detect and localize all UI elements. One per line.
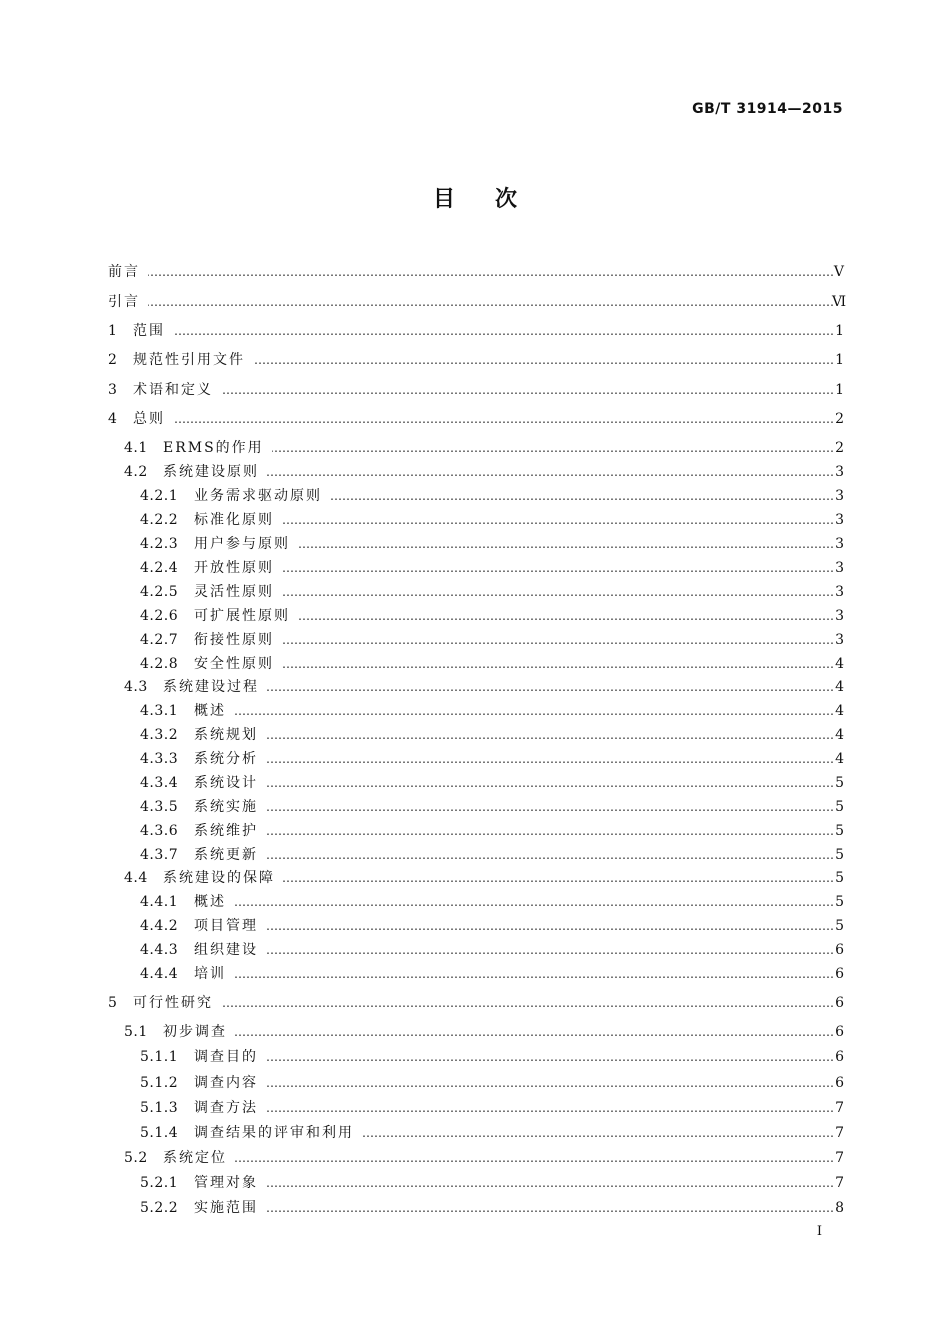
toc-entry-number: 4.2	[124, 464, 148, 480]
toc-entry-number: 4.2.3	[140, 536, 179, 552]
toc-entry[interactable]	[0, 749, 950, 769]
toc-entry-number: 5.2	[124, 1150, 148, 1166]
toc-entry-number: 4.2.7	[140, 632, 179, 648]
toc-entry-label: 管理对象	[194, 1173, 266, 1193]
toc-entry[interactable]	[0, 845, 950, 865]
toc-entry[interactable]	[0, 1173, 950, 1193]
toc-entry-number: 4.2.6	[140, 608, 179, 624]
toc-entry-number: 5.1.2	[140, 1075, 179, 1091]
toc-entry[interactable]	[0, 292, 950, 312]
toc-entry[interactable]	[0, 409, 950, 429]
toc-entry[interactable]	[0, 558, 950, 578]
toc-entry-page: 3	[835, 488, 844, 504]
toc-entry-label: 调查目的	[194, 1047, 266, 1067]
toc-entry-page: 2	[835, 411, 844, 427]
toc-entry-label: 调查内容	[194, 1073, 266, 1093]
toc-entry-number: 4	[108, 411, 118, 427]
toc-entry[interactable]	[0, 821, 950, 841]
toc-entry-page: 6	[835, 966, 844, 982]
toc-entry-page: 7	[835, 1100, 844, 1116]
toc-entry[interactable]	[0, 725, 950, 745]
toc-entry-page: 3	[835, 632, 844, 648]
toc-entry-page: Ⅴ	[833, 264, 844, 280]
toc-entry-number: 4.4.4	[140, 966, 179, 982]
toc-entry[interactable]	[0, 916, 950, 936]
toc-entry-page: 5	[835, 870, 844, 886]
toc-entry-number: 4.3	[124, 679, 148, 695]
toc-entry-page: 6	[835, 1075, 844, 1091]
toc-entry-label: 系统实施	[194, 797, 266, 817]
toc-entry-number: 4.3.2	[140, 727, 179, 743]
toc-leader-dots	[133, 380, 834, 400]
toc-entry-number: 4.3.3	[140, 751, 179, 767]
toc-entry-label: 系统分析	[194, 749, 266, 769]
toc-entry[interactable]	[0, 868, 950, 888]
toc-entry[interactable]	[0, 940, 950, 960]
toc-leader-dots	[194, 916, 834, 936]
toc-leader-dots	[133, 409, 834, 429]
toc-leader-dots	[194, 1098, 834, 1118]
toc-entry-page: 5	[835, 823, 844, 839]
toc-entry-label: 总则	[133, 409, 173, 429]
toc-entry-label: 前言	[108, 262, 148, 282]
standard-number: GB/T 31914—2015	[692, 101, 843, 117]
toc-entry-page: 8	[835, 1200, 844, 1216]
toc-entry-page: 5	[835, 847, 844, 863]
toc-leader-dots	[194, 725, 834, 745]
toc-entry-page: 1	[835, 352, 844, 368]
toc-entry-label: 项目管理	[194, 916, 266, 936]
toc-entry-label: 组织建设	[194, 940, 266, 960]
toc-entry-number: 4.2.2	[140, 512, 179, 528]
toc-entry-page: 1	[835, 323, 844, 339]
toc-leader-dots	[194, 630, 834, 650]
toc-entry[interactable]	[0, 462, 950, 482]
toc-entry-label: 术语和定义	[133, 380, 221, 400]
toc-entry[interactable]	[0, 701, 950, 721]
toc-leader-dots	[194, 821, 834, 841]
toc-entry[interactable]	[0, 321, 950, 341]
toc-entry-label: 系统更新	[194, 845, 266, 865]
toc-entry-label: 用户参与原则	[194, 534, 298, 554]
toc-leader-dots	[194, 701, 834, 721]
toc-leader-dots	[108, 292, 834, 312]
toc-entry-page: 4	[835, 751, 844, 767]
toc-entry-label: 系统建设过程	[163, 677, 267, 697]
toc-entry[interactable]	[0, 1098, 950, 1118]
toc-entry-number: 5.1	[124, 1024, 148, 1040]
toc-entry-page: 3	[835, 608, 844, 624]
toc-leader-dots	[133, 321, 834, 341]
toc-entry[interactable]	[0, 486, 950, 506]
toc-entry-label: 系统维护	[194, 821, 266, 841]
toc-entry-label: 概述	[194, 892, 234, 912]
toc-leader-dots	[133, 993, 834, 1013]
toc-entry-number: 4.2.8	[140, 656, 179, 672]
toc-leader-dots	[194, 558, 834, 578]
toc-leader-dots	[194, 1073, 834, 1093]
toc-entry-number: 5.1.4	[140, 1125, 179, 1141]
toc-entry-number: 2	[108, 352, 118, 368]
toc-entry-page: 6	[835, 1049, 844, 1065]
toc-entry-page: 3	[835, 584, 844, 600]
toc-entry[interactable]	[0, 1022, 950, 1042]
toc-entry-number: 4.2.1	[140, 488, 179, 504]
toc-entry[interactable]	[0, 438, 950, 458]
toc-entry-number: 4.3.4	[140, 775, 179, 791]
toc-entry-page: 3	[835, 464, 844, 480]
toc-entry[interactable]	[0, 993, 950, 1013]
toc-entry-number: 4.3.7	[140, 847, 179, 863]
toc-entry[interactable]	[0, 1123, 950, 1143]
toc-entry-label: 范围	[133, 321, 173, 341]
toc-entry-number: 4.1	[124, 440, 148, 456]
toc-entry-label: 初步调查	[163, 1022, 235, 1042]
toc-entry-page: 6	[835, 995, 844, 1011]
toc-entry-page: 1	[835, 382, 844, 398]
toc-entry-page: 3	[835, 512, 844, 528]
toc-entry-number: 4.4.1	[140, 894, 179, 910]
toc-leader-dots	[163, 1022, 834, 1042]
toc-entry-label: 系统建设原则	[163, 462, 267, 482]
toc-entry-number: 4.3.5	[140, 799, 179, 815]
toc-entry-number: 4.4.3	[140, 942, 179, 958]
toc-entry-label: 概述	[194, 701, 234, 721]
toc-entry-label: 系统设计	[194, 773, 266, 793]
toc-entry-page: 4	[835, 656, 844, 672]
toc-entry-number: 1	[108, 323, 118, 339]
toc-entry-number: 5.2.1	[140, 1175, 179, 1191]
toc-entry[interactable]	[0, 892, 950, 912]
toc-leader-dots	[194, 1173, 834, 1193]
toc-leader-dots	[194, 797, 834, 817]
page-title: 目次	[432, 186, 557, 212]
toc-entry-number: 4.3.6	[140, 823, 179, 839]
toc-entry[interactable]	[0, 1073, 950, 1093]
toc-entry-number: 3	[108, 382, 118, 398]
toc-entry-page: 6	[835, 1024, 844, 1040]
toc-entry-page: 4	[835, 679, 844, 695]
toc-entry-label: 引言	[108, 292, 148, 312]
toc-entry-label: 衔接性原则	[194, 630, 282, 650]
toc-entry-page: 7	[835, 1175, 844, 1191]
toc-entry-label: 标准化原则	[194, 510, 282, 530]
toc-entry-page: 3	[835, 560, 844, 576]
toc-entry[interactable]	[0, 677, 950, 697]
toc-entry-label: 开放性原则	[194, 558, 282, 578]
toc-entry-label: 调查方法	[194, 1098, 266, 1118]
toc-entry-page: 2	[835, 440, 844, 456]
toc-leader-dots	[194, 510, 834, 530]
toc-entry[interactable]	[0, 582, 950, 602]
toc-entry-page: 4	[835, 703, 844, 719]
toc-entry-label: 系统规划	[194, 725, 266, 745]
toc-entry-page: 5	[835, 918, 844, 934]
toc-entry-number: 4.4	[124, 870, 148, 886]
toc-entry-label: 安全性原则	[194, 654, 282, 674]
toc-entry[interactable]	[0, 510, 950, 530]
toc-entry-number: 4.3.1	[140, 703, 179, 719]
toc-entry[interactable]	[0, 654, 950, 674]
toc-entry-page: Ⅵ	[832, 294, 847, 310]
toc-entry-label: ERMS的作用	[163, 438, 272, 458]
toc-leader-dots	[194, 582, 834, 602]
toc-entry[interactable]	[0, 534, 950, 554]
toc-entry[interactable]	[0, 1198, 950, 1218]
toc-entry-label: 可行性研究	[133, 993, 221, 1013]
toc-leader-dots	[194, 940, 834, 960]
toc-entry-number: 4.2.5	[140, 584, 179, 600]
toc-entry-page: 3	[835, 536, 844, 552]
toc-entry-number: 4.2.4	[140, 560, 179, 576]
toc-leader-dots	[194, 1047, 834, 1067]
toc-entry-number: 5	[108, 995, 118, 1011]
toc-entry[interactable]	[0, 630, 950, 650]
toc-entry[interactable]	[0, 350, 950, 370]
page-number: Ⅰ	[816, 1224, 822, 1239]
toc-leader-dots	[194, 964, 834, 984]
toc-entry-label: 可扩展性原则	[194, 606, 298, 626]
toc-leader-dots	[108, 262, 834, 282]
toc-entry-label: 培训	[194, 964, 234, 984]
toc-entry-page: 5	[835, 775, 844, 791]
toc-entry-label: 系统定位	[163, 1148, 235, 1168]
toc-entry[interactable]	[0, 606, 950, 626]
toc-entry-label: 实施范围	[194, 1198, 266, 1218]
toc-entry-page: 7	[835, 1150, 844, 1166]
toc-entry-number: 4.4.2	[140, 918, 179, 934]
toc-leader-dots	[194, 892, 834, 912]
toc-leader-dots	[163, 1148, 834, 1168]
toc-entry[interactable]	[0, 1047, 950, 1067]
toc-entry[interactable]	[0, 964, 950, 984]
toc-entry[interactable]	[0, 380, 950, 400]
toc-entry-page: 7	[835, 1125, 844, 1141]
toc-entry-label: 调查结果的评审和利用	[194, 1123, 362, 1143]
toc-leader-dots	[194, 1198, 834, 1218]
toc-leader-dots	[194, 773, 834, 793]
toc-entry-label: 规范性引用文件	[133, 350, 253, 370]
toc-entry[interactable]	[0, 262, 950, 282]
toc-entry-label: 业务需求驱动原则	[194, 486, 330, 506]
toc-entry-page: 5	[835, 894, 844, 910]
toc-entry[interactable]	[0, 773, 950, 793]
toc-entry-page: 4	[835, 727, 844, 743]
toc-entry-label: 系统建设的保障	[163, 868, 283, 888]
toc-entry[interactable]	[0, 797, 950, 817]
toc-entry-number: 5.1.1	[140, 1049, 179, 1065]
toc-entry-number: 5.1.3	[140, 1100, 179, 1116]
toc-leader-dots	[194, 749, 834, 769]
toc-entry-number: 5.2.2	[140, 1200, 179, 1216]
toc-leader-dots	[194, 845, 834, 865]
toc-entry-page: 5	[835, 799, 844, 815]
toc-leader-dots	[194, 654, 834, 674]
toc-entry[interactable]	[0, 1148, 950, 1168]
toc-entry-label: 灵活性原则	[194, 582, 282, 602]
toc-entry-page: 6	[835, 942, 844, 958]
